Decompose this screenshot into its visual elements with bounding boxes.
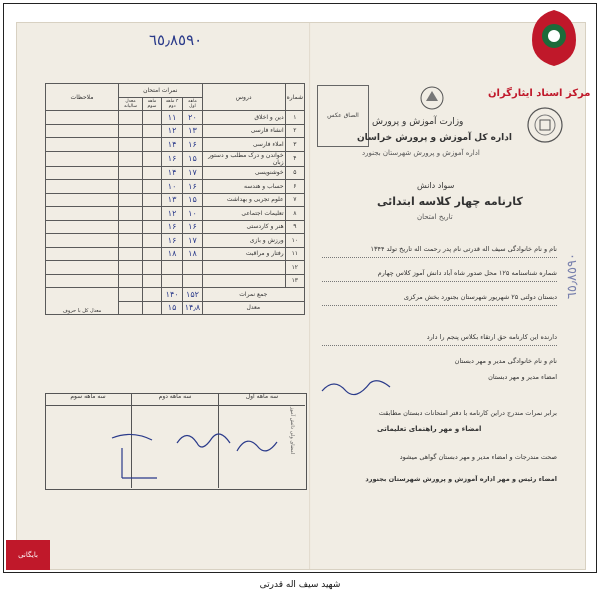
total-label: جمع نمرات [202,288,304,302]
exam-date-label: تاریخ امتحان [417,213,453,221]
grade-term2: ۱۸ [161,247,182,261]
grade-annual [119,234,143,248]
row-number: ۸ [285,207,304,221]
archive-watermark-text: مرکز اسناد ایثارگران [488,88,591,99]
grade-row [46,180,305,194]
grade-term3 [143,193,162,207]
row-number: ۶ [285,180,304,194]
grade-annual [119,274,143,288]
grade-term3 [143,220,162,234]
document-sheet [16,22,586,570]
row-number: ۴ [285,151,304,166]
principal-signature [317,371,397,401]
subject-name: ورزش و بازی [202,234,285,248]
grade-term3 [143,180,162,194]
verification-line: برابر نمرات مندرج دراین کارنامه با دفتر امتحانات دبستان مطابقت [378,409,557,417]
ministry-name: وزارت آموزش و پرورش [372,117,464,127]
notes-cell [46,274,119,288]
subject-name: انشاء فارسی [202,124,285,138]
grade-annual [119,247,143,261]
avg-term1: ۱۴٫۸ [183,301,202,315]
grade-row [46,138,305,152]
grade-term1: ۱۸ [183,247,202,261]
handwritten-signatures [167,423,287,463]
grade-annual [119,193,143,207]
handwritten-mark [102,423,172,483]
subject-name: هنر و کاردستی [202,220,285,234]
certification-line: صحت مندرجات و امضاء مدیر و مهر دبستان گواهی میشود [399,453,557,461]
grade-term3 [143,166,162,180]
grade-annual [119,180,143,194]
notes-cell [46,193,119,207]
row-number: ۵ [285,166,304,180]
grade-term3 [143,234,162,248]
col-term3: ماهه سوم [143,97,162,111]
total-term2: ۱۴۰ [161,288,182,302]
photo-placeholder: الصاق عکس [317,85,369,147]
image-caption: شهید سیف اله قدرتی [3,572,597,598]
inspector-signature-line: امضاء و مهر راهنمای تعلیماتی [377,425,482,433]
sheet-fold [309,23,311,569]
avg-letters-label: معدل کل با حروف [46,288,119,315]
grade-term2: ۱۰ [161,180,182,194]
emblem-icon [417,83,447,113]
grade-row [46,166,305,180]
row-number: ۱۳ [285,274,304,288]
grade-term2: ۱۴ [161,138,182,152]
side-number: ٦٥٫٨٥٩٠ [565,253,580,300]
subject-name: خوشنویسی [202,166,285,180]
grade-term3 [143,151,162,166]
grade-term2 [161,261,182,275]
grade-term3 [143,138,162,152]
grade-term1: ۱۳ [183,124,202,138]
grade-row [46,207,305,221]
grade-term3 [143,124,162,138]
col-term1: ماهه اول [183,97,202,111]
certificate-title: کارنامه چهار کلاسه ابتدائی [377,195,523,208]
grade-term1: ۱۶ [183,180,202,194]
grade-term1: ۱۷ [183,166,202,180]
grade-row [46,247,305,261]
office-name: اداره کل آموزش و پرورش خراسان [357,133,512,143]
grade-annual [119,166,143,180]
notes-cell [46,207,119,221]
grade-term1 [183,261,202,275]
notes-cell [46,180,119,194]
grade-term2: ۱۳ [161,193,182,207]
grade-term2: ۱۶ [161,234,182,248]
grade-row [46,220,305,234]
subject-name: علوم تجربی و بهداشت [202,193,285,207]
subject-name: رفتار و مراقبت [202,247,285,261]
grade-annual [119,207,143,221]
row-number: ۱۲ [285,261,304,275]
archive-stamp: بایگانی [6,540,50,570]
grade-term3 [143,247,162,261]
grade-row [46,274,305,288]
subject-name: تعلیمات اجتماعی [202,207,285,221]
row-number: ۹ [285,220,304,234]
notes-cell [46,151,119,166]
grade-term1: ۱۰ [183,207,202,221]
row-number: ۲ [285,124,304,138]
ministry-seal-icon [525,105,565,145]
grade-term2: ۱۶ [161,220,182,234]
grade-row [46,261,305,275]
row-number: ۷ [285,193,304,207]
subject-name: املاء فارسی [202,138,285,152]
row-number: ۱۰ [285,234,304,248]
grade-annual [119,151,143,166]
grade-term1: ۱۵ [183,193,202,207]
grade-term3 [143,111,162,125]
grade-term3 [143,274,162,288]
col-exam-header: نمرات امتحان [119,84,203,98]
grade-term1: ۲۰ [183,111,202,125]
grade-annual [119,111,143,125]
archive-logo-icon [528,6,580,68]
archive-number: ٦٥٫٨٥٩٠ [149,31,203,49]
sig-term3-label: سه ماهه سوم [70,393,106,400]
promotion-line: دارنده این کارنامه حق ارتقاء بکلاس پنجم را دارد [426,333,557,341]
notes-cell [46,111,119,125]
grades-table [45,83,305,315]
col-annual: معدل سالیانه [119,97,143,111]
grade-term2: ۱۲ [161,124,182,138]
notes-cell [46,261,119,275]
subject-name: حساب و هندسه [202,180,285,194]
grade-annual [119,220,143,234]
principal-signature-line: امضاء مدیر و مهر دبستان [488,373,557,381]
notes-cell [46,247,119,261]
grade-annual [119,138,143,152]
avg-label: معدل [202,301,304,315]
id-line: شماره شناسنامه ۱۲۵ محل صدور شاه آباد دانش آموز کلاس چهارم [377,269,557,277]
grade-row [46,193,305,207]
director-signature-line: امضاء رئیس و مهر اداره آموزش و پرورش شهرستان بجنورد [365,475,557,483]
grade-term3 [143,207,162,221]
row-number: ۱۱ [285,247,304,261]
grade-annual [119,261,143,275]
grade-term2: ۱۴ [161,166,182,180]
subject-name: دین و اخلاق [202,111,285,125]
total-term1: ۱۵۲ [183,288,202,302]
sig-term1-label: سه ماهه اول [218,393,305,405]
grade-term1: ۱۷ [183,234,202,248]
subject-name: خواندن و درک مطلب و دستور زبان [202,151,285,166]
district-name: اداره آموزش و پرورش شهرستان بجنورد [362,149,480,157]
grade-term3 [143,261,162,275]
avg-term2: ۱۵ [161,301,182,315]
row-number: ۳ [285,138,304,152]
grade-term2: ۱۲ [161,207,182,221]
grade-term2 [161,274,182,288]
grade-row [46,124,305,138]
col-subject-header: دروس [202,84,285,111]
notes-cell [46,234,119,248]
subject-name [202,261,285,275]
grade-term1: ۱۵ [183,151,202,166]
grade-row [46,234,305,248]
student-name-line: نام و نام خانوادگی سیف اله قدرتی نام پدر رحمت اله تاریخ تولد ۱۳۴۴ [370,245,557,253]
literacy-label: سواد دانش [417,181,455,190]
sig-note: امضای ولی دانش آموز [289,407,295,455]
notes-cell [46,124,119,138]
grade-term1: ۱۶ [183,138,202,152]
notes-cell [46,220,119,234]
grade-term2: ۱۱ [161,111,182,125]
grade-row [46,111,305,125]
sig-term2-label: سه ماهه دوم [131,393,218,405]
col-term2: ۳ ماهه دوم [161,97,182,111]
col-notes-header: ملاحظات [46,84,119,111]
school-line: دبستان دولتی ۲۵ شهریور شهرستان بجنورد بخش مرکزی [403,293,557,301]
grade-term2: ۱۶ [161,151,182,166]
row-number: ۱ [285,111,304,125]
grade-annual [119,124,143,138]
grade-row [46,151,305,166]
notes-cell [46,138,119,152]
subject-name [202,274,285,288]
grade-term1 [183,274,202,288]
principal-name-line: نام و نام خانوادگی مدیر و مهر دبستان [454,357,557,365]
notes-cell [46,166,119,180]
col-row-header: شماره [285,84,304,111]
grade-term1: ۱۶ [183,220,202,234]
